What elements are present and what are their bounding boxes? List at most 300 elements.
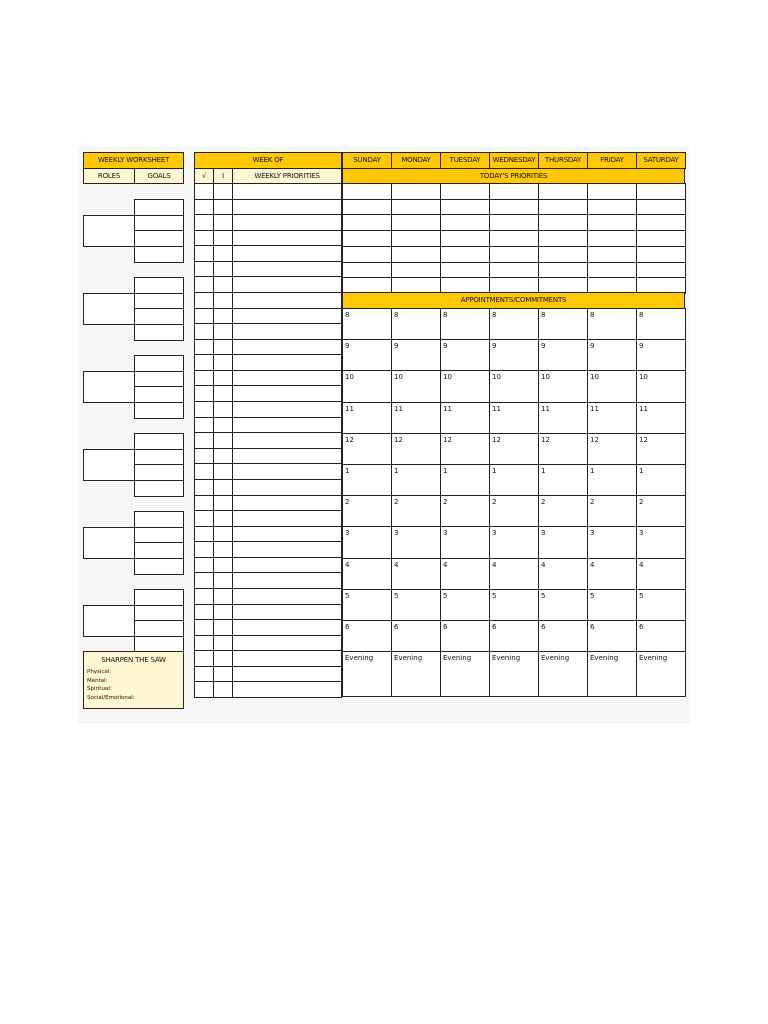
priority-line[interactable] xyxy=(232,339,342,356)
priority-line[interactable] xyxy=(232,588,342,605)
goal-line[interactable] xyxy=(134,605,184,622)
appointment-slot[interactable] xyxy=(440,370,490,402)
check-cell[interactable] xyxy=(194,339,214,356)
appointment-slot[interactable] xyxy=(636,589,686,621)
today-priority-cell[interactable] xyxy=(587,246,637,263)
appointment-slot[interactable] xyxy=(440,308,490,340)
role-box[interactable] xyxy=(83,293,135,325)
today-priority-cell[interactable] xyxy=(636,199,686,216)
check-cell[interactable] xyxy=(194,604,214,621)
today-priority-cell[interactable] xyxy=(587,183,637,200)
goal-line[interactable] xyxy=(134,449,184,466)
appointment-slot[interactable] xyxy=(636,558,686,590)
priority-line[interactable] xyxy=(232,541,342,558)
todays-priorities-header: TODAY'S PRIORITIES xyxy=(342,168,685,184)
time-label: 12 xyxy=(492,435,501,444)
saw-mental-label: Mental: xyxy=(87,677,108,684)
today-priority-cell[interactable] xyxy=(587,262,637,279)
sharpen-the-saw-box[interactable] xyxy=(83,651,184,709)
priority-line[interactable] xyxy=(232,510,342,527)
time-label: 2 xyxy=(639,498,644,507)
priority-line[interactable] xyxy=(232,572,342,589)
today-priority-cell[interactable] xyxy=(489,230,539,247)
check-cell[interactable] xyxy=(194,199,214,216)
time-label: 5 xyxy=(590,591,595,600)
importance-cell[interactable] xyxy=(213,308,233,325)
check-cell[interactable] xyxy=(194,385,214,402)
appointment-slot[interactable] xyxy=(636,370,686,402)
time-label: 4 xyxy=(443,560,448,569)
time-label: Evening xyxy=(541,654,570,663)
time-label: 5 xyxy=(394,591,399,600)
appointment-slot[interactable] xyxy=(391,433,441,465)
appointment-slot[interactable] xyxy=(587,308,637,340)
check-cell[interactable] xyxy=(194,370,214,387)
today-priority-cell[interactable] xyxy=(342,262,392,279)
goal-line[interactable] xyxy=(134,558,184,575)
appointment-slot[interactable] xyxy=(489,308,539,340)
appointment-slot[interactable] xyxy=(587,589,637,621)
importance-cell[interactable] xyxy=(213,183,233,200)
check-cell[interactable] xyxy=(194,432,214,449)
goal-line[interactable] xyxy=(134,620,184,637)
goal-line[interactable] xyxy=(134,511,184,528)
appointment-slot[interactable] xyxy=(489,589,539,621)
priority-line[interactable] xyxy=(232,401,342,418)
appointment-slot[interactable] xyxy=(440,558,490,590)
importance-cell[interactable] xyxy=(213,604,233,621)
goal-line[interactable] xyxy=(134,355,184,372)
appointment-slot[interactable] xyxy=(489,495,539,527)
today-priority-cell[interactable] xyxy=(489,199,539,216)
importance-cell[interactable] xyxy=(213,479,233,496)
role-box[interactable] xyxy=(83,215,135,247)
role-box[interactable] xyxy=(83,527,135,559)
check-cell[interactable] xyxy=(194,572,214,589)
appointment-slot[interactable] xyxy=(342,402,392,434)
appointment-slot[interactable] xyxy=(587,370,637,402)
today-priority-cell[interactable] xyxy=(538,262,588,279)
check-cell[interactable] xyxy=(194,308,214,325)
appointment-slot[interactable] xyxy=(538,308,588,340)
today-priority-cell[interactable] xyxy=(391,199,441,216)
today-priority-cell[interactable] xyxy=(538,183,588,200)
appointment-slot[interactable] xyxy=(538,620,588,652)
appointment-slot[interactable] xyxy=(489,526,539,558)
today-priority-cell[interactable] xyxy=(636,246,686,263)
check-cell[interactable] xyxy=(194,183,214,200)
appointment-slot[interactable] xyxy=(391,651,441,697)
appointment-slot[interactable] xyxy=(587,495,637,527)
role-box[interactable] xyxy=(83,605,135,637)
time-label: 6 xyxy=(541,623,546,631)
check-cell[interactable] xyxy=(194,681,214,698)
goal-line[interactable] xyxy=(134,230,184,247)
importance-cell[interactable] xyxy=(213,432,233,449)
check-cell[interactable] xyxy=(194,276,214,293)
priority-line[interactable] xyxy=(232,245,342,262)
goal-line[interactable] xyxy=(134,464,184,481)
priority-line[interactable] xyxy=(232,323,342,340)
check-cell[interactable] xyxy=(194,650,214,667)
today-priority-cell[interactable] xyxy=(342,199,392,216)
appointment-slot[interactable] xyxy=(440,589,490,621)
appointment-slot[interactable] xyxy=(489,339,539,371)
day-header-tuesday: TUESDAY xyxy=(440,152,490,169)
check-cell[interactable] xyxy=(194,510,214,527)
goal-line[interactable] xyxy=(134,277,184,294)
importance-cell[interactable] xyxy=(213,261,233,278)
today-priority-cell[interactable] xyxy=(440,199,490,216)
priority-line[interactable] xyxy=(232,385,342,402)
appointment-slot[interactable] xyxy=(587,526,637,558)
appointment-slot[interactable] xyxy=(636,433,686,465)
time-label: 3 xyxy=(345,529,350,538)
priority-line[interactable] xyxy=(232,448,342,465)
time-label: 8 xyxy=(394,311,399,319)
priority-line[interactable] xyxy=(232,417,342,434)
time-label: 1 xyxy=(345,467,350,475)
today-priority-cell[interactable] xyxy=(636,262,686,279)
appointment-slot[interactable] xyxy=(342,620,392,652)
today-priority-cell[interactable] xyxy=(440,214,490,231)
goal-line[interactable] xyxy=(134,402,184,419)
time-label: 10 xyxy=(541,373,550,382)
appointment-slot[interactable] xyxy=(489,558,539,590)
time-label: 6 xyxy=(345,623,350,631)
importance-cell[interactable] xyxy=(213,681,233,698)
importance-cell[interactable] xyxy=(213,588,233,605)
check-cell[interactable] xyxy=(194,323,214,340)
check-cell[interactable] xyxy=(194,666,214,683)
appointment-slot[interactable] xyxy=(391,620,441,652)
goal-line[interactable] xyxy=(134,589,184,606)
check-cell[interactable] xyxy=(194,448,214,465)
time-label: 10 xyxy=(492,373,501,382)
appointment-slot[interactable] xyxy=(538,464,588,496)
priority-line[interactable] xyxy=(232,557,342,574)
appointment-slot[interactable] xyxy=(391,464,441,496)
today-priority-cell[interactable] xyxy=(391,230,441,247)
check-column-header: √ xyxy=(194,168,214,184)
appointment-slot[interactable] xyxy=(538,370,588,402)
priority-line[interactable] xyxy=(232,619,342,636)
importance-cell[interactable] xyxy=(213,619,233,636)
priority-line[interactable] xyxy=(232,354,342,371)
priority-line[interactable] xyxy=(232,604,342,621)
appointment-slot[interactable] xyxy=(342,589,392,621)
appointment-slot[interactable] xyxy=(587,433,637,465)
appointment-slot[interactable] xyxy=(440,339,490,371)
today-priority-cell[interactable] xyxy=(440,230,490,247)
appointment-slot[interactable] xyxy=(440,495,490,527)
saw-physical-label: Physical: xyxy=(87,669,112,675)
priority-line[interactable] xyxy=(232,261,342,278)
appointment-slot[interactable] xyxy=(636,402,686,434)
today-priority-cell[interactable] xyxy=(440,183,490,200)
appointment-slot[interactable] xyxy=(440,651,490,697)
appointment-slot[interactable] xyxy=(587,339,637,371)
importance-cell[interactable] xyxy=(213,214,233,231)
time-label: 4 xyxy=(639,560,644,569)
check-cell[interactable] xyxy=(194,417,214,434)
role-box[interactable] xyxy=(83,371,135,403)
appointment-slot[interactable] xyxy=(342,526,392,558)
today-priority-cell[interactable] xyxy=(538,230,588,247)
priority-line[interactable] xyxy=(232,495,342,512)
today-priority-cell[interactable] xyxy=(342,183,392,200)
priority-line[interactable] xyxy=(232,199,342,216)
today-priority-cell[interactable] xyxy=(391,183,441,200)
goal-line[interactable] xyxy=(134,246,184,263)
importance-cell[interactable] xyxy=(213,666,233,683)
today-priority-cell[interactable] xyxy=(587,199,637,216)
today-priority-cell[interactable] xyxy=(636,230,686,247)
importance-cell[interactable] xyxy=(213,354,233,371)
check-cell[interactable] xyxy=(194,479,214,496)
appointment-slot[interactable] xyxy=(342,370,392,402)
check-cell[interactable] xyxy=(194,541,214,558)
time-label: Evening xyxy=(639,654,668,663)
priority-line[interactable] xyxy=(232,214,342,231)
sharpen-the-saw-title: SHARPEN THE SAW xyxy=(101,655,166,664)
importance-cell[interactable] xyxy=(213,370,233,387)
check-cell[interactable] xyxy=(194,292,214,309)
goal-line[interactable] xyxy=(134,433,184,450)
importance-cell[interactable] xyxy=(213,572,233,589)
time-label: 6 xyxy=(394,623,399,631)
appointment-slot[interactable] xyxy=(342,433,392,465)
importance-cell[interactable] xyxy=(213,276,233,293)
appointments-header: APPOINTMENTS/COMMITMENTS xyxy=(342,292,685,309)
appointment-slot[interactable] xyxy=(538,651,588,697)
appointment-slot[interactable] xyxy=(538,558,588,590)
today-priority-cell[interactable] xyxy=(636,183,686,200)
appointment-slot[interactable] xyxy=(489,651,539,697)
appointment-slot[interactable] xyxy=(391,589,441,621)
today-priority-cell[interactable] xyxy=(489,246,539,263)
time-label: Evening xyxy=(443,654,472,663)
appointment-slot[interactable] xyxy=(587,558,637,590)
appointment-slot[interactable] xyxy=(342,495,392,527)
today-priority-cell[interactable] xyxy=(636,214,686,231)
priority-line[interactable] xyxy=(232,308,342,325)
appointment-slot[interactable] xyxy=(489,433,539,465)
importance-cell[interactable] xyxy=(213,526,233,543)
importance-cell[interactable] xyxy=(213,557,233,574)
importance-cell[interactable] xyxy=(213,385,233,402)
appointment-slot[interactable] xyxy=(538,526,588,558)
today-priority-cell[interactable] xyxy=(440,262,490,279)
check-cell[interactable] xyxy=(194,261,214,278)
goal-line[interactable] xyxy=(134,324,184,341)
goal-line[interactable] xyxy=(134,480,184,497)
check-cell[interactable] xyxy=(194,526,214,543)
check-cell[interactable] xyxy=(194,635,214,652)
appointment-slot[interactable] xyxy=(636,620,686,652)
priority-line[interactable] xyxy=(232,230,342,247)
appointment-slot[interactable] xyxy=(391,402,441,434)
importance-cell[interactable] xyxy=(213,245,233,262)
importance-cell[interactable] xyxy=(213,541,233,558)
importance-cell[interactable] xyxy=(213,230,233,247)
today-priority-cell[interactable] xyxy=(391,262,441,279)
appointment-slot[interactable] xyxy=(489,464,539,496)
importance-cell[interactable] xyxy=(213,292,233,309)
appointment-slot[interactable] xyxy=(440,620,490,652)
appointment-slot[interactable] xyxy=(636,651,686,697)
role-box[interactable] xyxy=(83,449,135,481)
priority-line[interactable] xyxy=(232,479,342,496)
appointment-slot[interactable] xyxy=(587,464,637,496)
appointment-slot[interactable] xyxy=(636,339,686,371)
time-label: 6 xyxy=(443,623,448,631)
goal-line[interactable] xyxy=(134,386,184,403)
day-header-wednesday: WEDNESDAY xyxy=(489,152,539,169)
appointment-slot[interactable] xyxy=(391,308,441,340)
appointment-slot[interactable] xyxy=(342,651,392,697)
importance-cell[interactable] xyxy=(213,448,233,465)
priority-line[interactable] xyxy=(232,292,342,309)
importance-cell[interactable] xyxy=(213,339,233,356)
today-priority-cell[interactable] xyxy=(538,199,588,216)
time-label: 9 xyxy=(394,342,399,351)
importance-cell[interactable] xyxy=(213,495,233,512)
appointment-slot[interactable] xyxy=(391,495,441,527)
check-cell[interactable] xyxy=(194,401,214,418)
appointment-slot[interactable] xyxy=(391,526,441,558)
time-label: 2 xyxy=(590,498,595,507)
priority-line[interactable] xyxy=(232,526,342,543)
goal-line[interactable] xyxy=(134,215,184,232)
today-priority-cell[interactable] xyxy=(489,214,539,231)
time-label: 9 xyxy=(492,342,497,351)
time-label: 4 xyxy=(345,560,350,569)
priority-line[interactable] xyxy=(232,432,342,449)
priority-line[interactable] xyxy=(232,635,342,652)
check-cell[interactable] xyxy=(194,230,214,247)
importance-cell[interactable] xyxy=(213,401,233,418)
appointment-slot[interactable] xyxy=(342,339,392,371)
priority-line[interactable] xyxy=(232,276,342,293)
appointment-slot[interactable] xyxy=(538,589,588,621)
check-cell[interactable] xyxy=(194,354,214,371)
appointment-slot[interactable] xyxy=(489,370,539,402)
today-priority-cell[interactable] xyxy=(587,230,637,247)
today-priority-cell[interactable] xyxy=(489,183,539,200)
appointment-slot[interactable] xyxy=(636,495,686,527)
appointment-slot[interactable] xyxy=(440,402,490,434)
check-cell[interactable] xyxy=(194,557,214,574)
priority-line[interactable] xyxy=(232,463,342,480)
today-priority-cell[interactable] xyxy=(489,262,539,279)
appointment-slot[interactable] xyxy=(342,464,392,496)
check-cell[interactable] xyxy=(194,619,214,636)
day-header-thursday: THURSDAY xyxy=(538,152,588,169)
priority-line[interactable] xyxy=(232,183,342,200)
appointment-slot[interactable] xyxy=(440,464,490,496)
priority-line[interactable] xyxy=(232,681,342,698)
time-label: 11 xyxy=(345,404,354,413)
goal-line[interactable] xyxy=(134,527,184,544)
appointment-slot[interactable] xyxy=(489,620,539,652)
sharpen-the-saw-lines xyxy=(87,668,135,702)
saw-social-label: Social/Emotional: xyxy=(87,694,135,701)
time-label: 9 xyxy=(345,342,350,351)
appointment-slot[interactable] xyxy=(342,558,392,590)
today-priority-cell[interactable] xyxy=(587,214,637,231)
appointment-slot[interactable] xyxy=(587,620,637,652)
appointment-slot[interactable] xyxy=(538,433,588,465)
today-priority-cell[interactable] xyxy=(391,246,441,263)
appointment-slot[interactable] xyxy=(538,339,588,371)
today-priority-cell[interactable] xyxy=(538,246,588,263)
check-cell[interactable] xyxy=(194,495,214,512)
today-priority-cell[interactable] xyxy=(342,246,392,263)
appointment-slot[interactable] xyxy=(538,495,588,527)
importance-cell[interactable] xyxy=(213,650,233,667)
check-cell[interactable] xyxy=(194,245,214,262)
appointment-slot[interactable] xyxy=(391,558,441,590)
time-label: 4 xyxy=(492,560,497,569)
time-label: 8 xyxy=(443,311,448,319)
appointment-slot[interactable] xyxy=(391,339,441,371)
appointment-slot[interactable] xyxy=(391,370,441,402)
appointment-slot[interactable] xyxy=(636,308,686,340)
check-cell[interactable] xyxy=(194,588,214,605)
importance-cell[interactable] xyxy=(213,199,233,216)
priority-line[interactable] xyxy=(232,650,342,667)
appointment-slot[interactable] xyxy=(440,526,490,558)
importance-cell[interactable] xyxy=(213,323,233,340)
appointment-slot[interactable] xyxy=(538,402,588,434)
appointment-slot[interactable] xyxy=(587,651,637,697)
priority-line[interactable] xyxy=(232,666,342,683)
appointment-slot[interactable] xyxy=(342,308,392,340)
time-label: 8 xyxy=(541,311,546,319)
priority-line[interactable] xyxy=(232,370,342,387)
time-label: 1 xyxy=(639,467,644,475)
appointment-slot[interactable] xyxy=(636,526,686,558)
appointment-slot[interactable] xyxy=(587,402,637,434)
appointment-slot[interactable] xyxy=(489,402,539,434)
importance-cell[interactable] xyxy=(213,510,233,527)
week-of-header[interactable]: WEEK OF xyxy=(194,152,342,169)
appointment-slot[interactable] xyxy=(440,433,490,465)
importance-cell[interactable] xyxy=(213,635,233,652)
today-priority-cell[interactable] xyxy=(391,214,441,231)
time-label: 4 xyxy=(541,560,546,569)
goal-line[interactable] xyxy=(134,542,184,559)
appointment-slot[interactable] xyxy=(636,464,686,496)
today-priority-cell[interactable] xyxy=(440,246,490,263)
goal-line[interactable] xyxy=(134,199,184,216)
time-label: 10 xyxy=(394,373,403,382)
time-label: 6 xyxy=(590,623,595,631)
check-cell[interactable] xyxy=(194,214,214,231)
time-label: 2 xyxy=(394,498,399,507)
today-priority-cell[interactable] xyxy=(342,230,392,247)
importance-cell[interactable] xyxy=(213,417,233,434)
goal-line[interactable] xyxy=(134,308,184,325)
weekly-priorities-header: WEEKLY PRIORITIES xyxy=(232,168,342,184)
check-cell[interactable] xyxy=(194,463,214,480)
goal-line[interactable] xyxy=(134,371,184,388)
importance-cell[interactable] xyxy=(213,463,233,480)
today-priority-cell[interactable] xyxy=(538,214,588,231)
goal-line[interactable] xyxy=(134,293,184,310)
today-priority-cell[interactable] xyxy=(342,214,392,231)
